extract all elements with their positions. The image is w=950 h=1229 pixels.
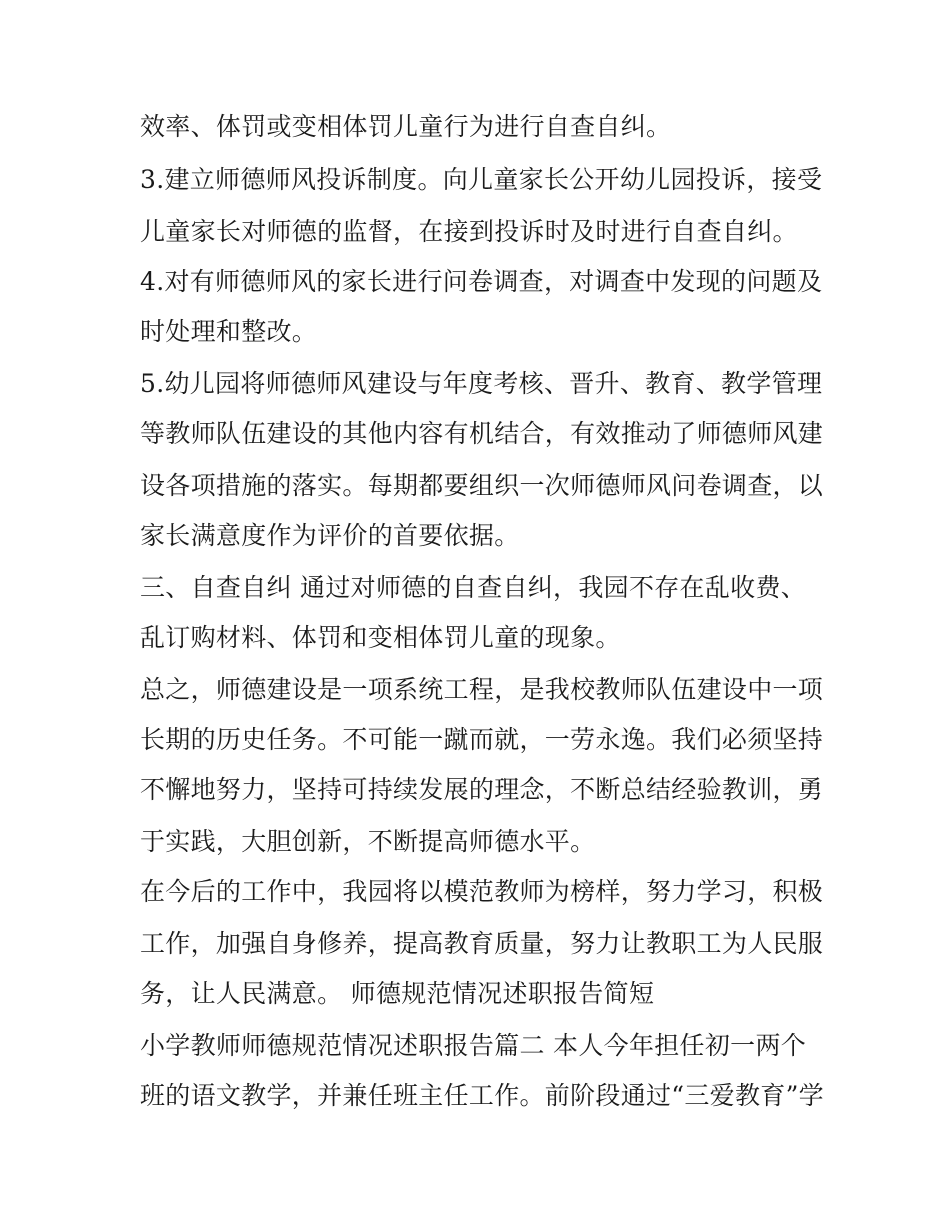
text-line: 3.建立师德师风投诉制度。向儿童家长公开幼儿园投诉，接受 — [140, 165, 823, 194]
text-line: 乱订购材料、体罚和变相体罚儿童的现象。 — [140, 623, 621, 652]
text-line: 三、自查自纠 通过对师德的自查自纠，我园不存在乱收费、 — [140, 573, 807, 602]
text-line: 在今后的工作中，我园将以模范教师为榜样，努力学习，积极 — [140, 877, 824, 906]
text-line: 班的语文教学，并兼任班主任工作。前阶段通过“三爱教育”学 — [140, 1081, 824, 1110]
text-line: 长期的历史任务。不可能一蹴而就，一劳永逸。我们必须坚持 — [140, 725, 824, 754]
text-line: 4.对有师德师风的家长进行问卷调查，对调查中发现的问题及 — [140, 267, 823, 296]
text-line: 不懈地努力，坚持可持续发展的理念，不断总结经验教训，勇 — [140, 775, 824, 804]
text-line: 设各项措施的落实。每期都要组织一次师德师风问卷调查，以 — [140, 471, 824, 500]
text-line: 于实践，大胆创新，不断提高师德水平。 — [140, 827, 596, 856]
text-line: 等教师队伍建设的其他内容有机结合，有效推动了师德师风建 — [140, 419, 824, 448]
text-line: 时处理和整改。 — [140, 317, 318, 346]
text-line: 家长满意度作为评价的首要依据。 — [140, 521, 520, 550]
text-line: 务，让人民满意。 师德规范情况述职报告简短 — [140, 979, 655, 1008]
text-line: 效率、体罚或变相体罚儿童行为进行自查自纠。 — [140, 112, 672, 141]
text-line: 儿童家长对师德的监督，在接到投诉时及时进行自查自纠。 — [140, 217, 798, 246]
text-line: 总之，师德建设是一项系统工程，是我校教师队伍建设中一项 — [140, 675, 824, 704]
text-line: 5.幼儿园将师德师风建设与年度考核、晋升、教育、教学管理 — [140, 369, 823, 398]
text-line: 工作，加强自身修养，提高教育质量，努力让教职工为人民服 — [140, 929, 824, 958]
text-line: 小学教师师德规范情况述职报告篇二 本人今年担任初一两个 — [140, 1031, 807, 1060]
